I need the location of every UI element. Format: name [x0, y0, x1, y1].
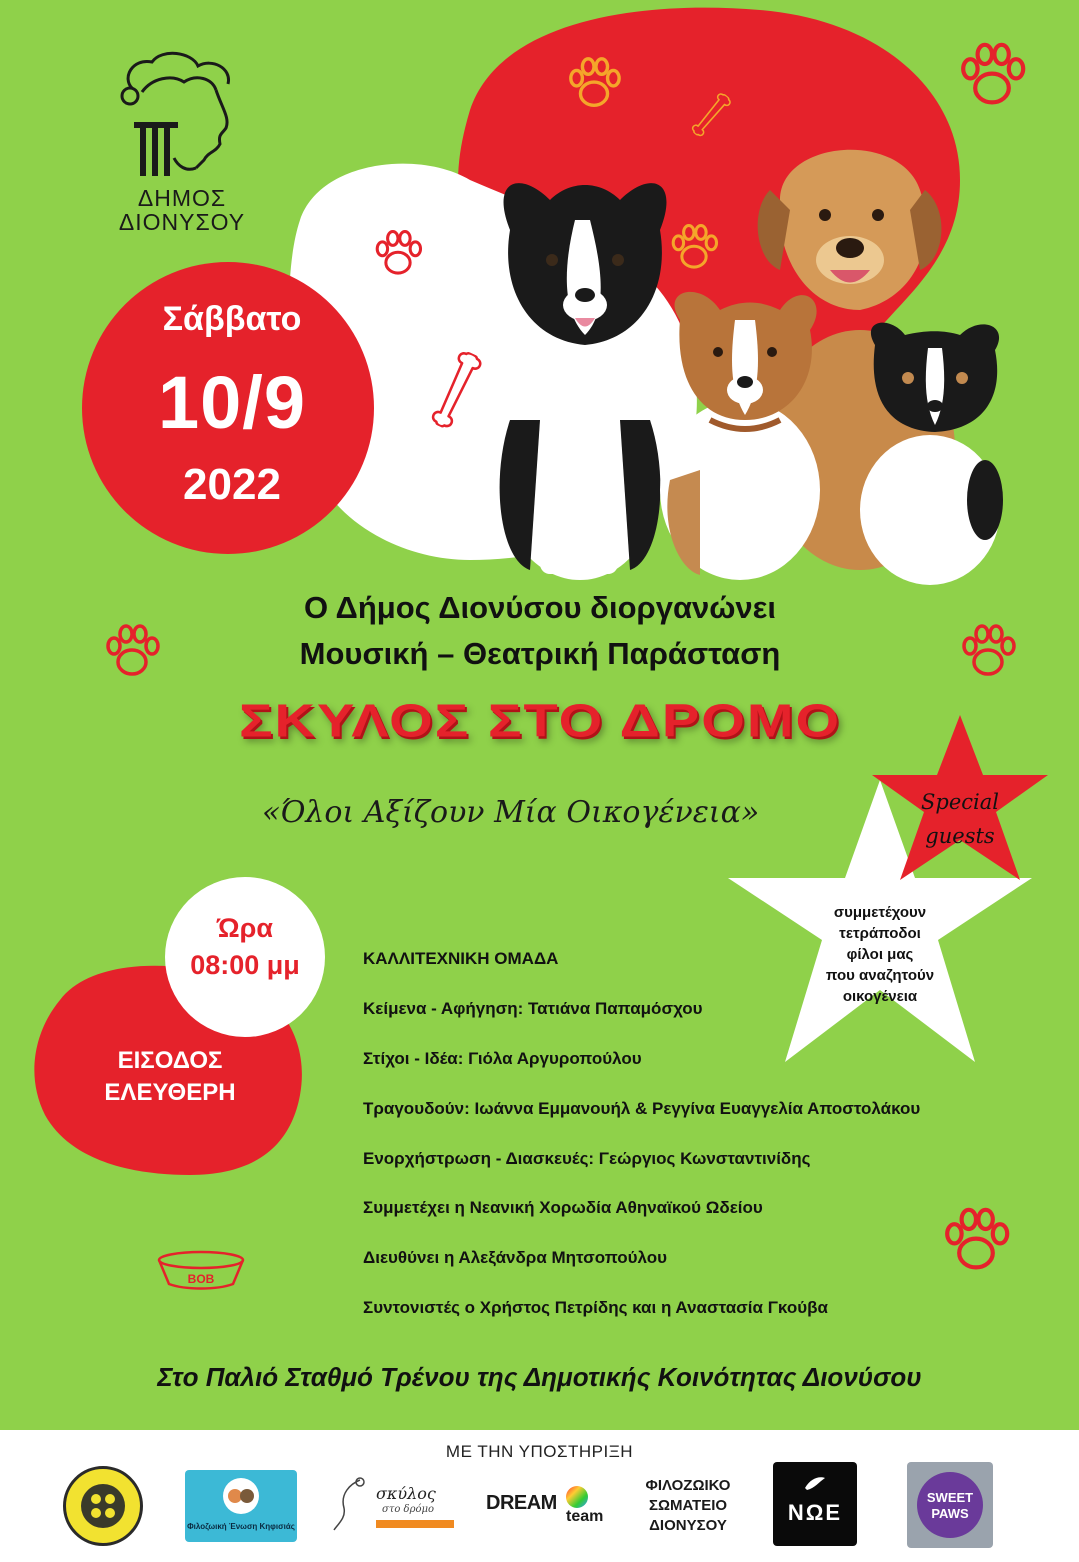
venue-text: Στο Παλιό Σταθμό Τρένου της Δημοτικής Κοινότητας Διονύσου [157, 1362, 922, 1392]
sponsor-6-name: ΝΩΕ [787, 1500, 843, 1525]
sponsor-logo-3 [330, 1470, 460, 1542]
logo-text [112, 186, 252, 234]
paw-icon [940, 1205, 1012, 1277]
crew-line: Συμμετέχει η Νεανική Χορωδία Αθηναϊκού Ωδείου [363, 1198, 763, 1217]
event-slogan: «Όλοι Αξίζουν Μία Οικογένεια» [262, 795, 760, 830]
entry-line1: ΕΙΣΟΔΟΣ [117, 1047, 223, 1074]
star-note-line: τετράποδοι [839, 925, 921, 942]
star-note-line: που αναζητούν [825, 967, 935, 984]
crew-line: Ενορχήστρωση - Διασκευές: Γεώργιος Κωνσταντινίδης [363, 1149, 811, 1168]
paw-icon [565, 55, 623, 113]
sponsor-3-bar [376, 1520, 454, 1528]
crew-line: Διευθύνει η Αλεξάνδρα Μητσοπούλου [363, 1248, 668, 1267]
crew-line: Στίχοι - Ιδέα: Γιόλα Αργυροπούλου [363, 1049, 642, 1068]
sponsor-2-name: Φιλοζωική Ένωση Κηφισιάς [187, 1522, 295, 1531]
border-collie-dog [500, 183, 667, 580]
star-note-line: οικογένεια [842, 988, 918, 1005]
crew-line: Τραγουδούν: Ιωάννα Εμμανουήλ & Ρεγγίνα Ευαγγελία Αποστολάκου [363, 1099, 921, 1118]
logo-line1: ΔΗΜΟΣ [137, 185, 227, 211]
special-guests-label [905, 785, 1015, 853]
rainbow-dot-icon [566, 1486, 588, 1508]
dog-cat-icon [221, 1476, 261, 1516]
sponsor-5-line: ΔΙΟΝΥΣΟΥ [649, 1517, 727, 1534]
sponsor-logo-7 [907, 1462, 993, 1548]
paw-icon [958, 622, 1018, 682]
sponsor-logo-5 [632, 1476, 744, 1536]
sponsor-logo-2 [185, 1470, 297, 1542]
date-year: 2022 [183, 460, 281, 509]
star-note-line: φίλοι μας [846, 946, 914, 963]
bowl-label: BOB [187, 1272, 215, 1286]
sponsor-3-line1: σκύλος [376, 1484, 436, 1503]
jack-russell-dog [660, 292, 820, 580]
event-title: ΣΚΥΛΟΣ ΣΤΟ ΔΡΟΜΟ [238, 694, 842, 747]
star-note-line: συμμετέχουν [833, 904, 927, 921]
logo-line2: ΔΙΟΝΥΣΟΥ [118, 209, 246, 235]
sponsor-7-line1: SWEET [926, 1490, 974, 1505]
crew-line: Κείμενα - Αφήγηση: Τατιάνα Παπαμόσχου [363, 999, 703, 1018]
sponsor-7-line2: PAWS [931, 1506, 969, 1521]
special-line2: guests [925, 824, 995, 848]
dog-sketch-icon [330, 1474, 370, 1534]
entry-label [60, 1045, 280, 1109]
sponsor-4-dream: DREAM [486, 1492, 557, 1514]
date-day: Σάββατο [162, 300, 302, 338]
sponsor-7-badge [917, 1472, 983, 1538]
special-line1: Special [921, 790, 999, 814]
paw-icon [372, 228, 424, 280]
dionysus-logo-icon [112, 48, 252, 188]
paw-icon [102, 622, 162, 682]
dogs-illustration [480, 120, 1020, 590]
headline-line2: Μουσική – Θεατρική Παράσταση [299, 636, 781, 671]
sponsor-5-line: ΦΙΛΟΖΩΙΚΟ [645, 1477, 731, 1494]
time-label: Ώρα [217, 913, 273, 943]
sponsor-4-team: team [566, 1508, 604, 1525]
headline-line1: Ο Δήμος Διονύσου διοργανώνει [303, 590, 776, 625]
date-number: 10/9 [157, 361, 307, 444]
paw-icon [956, 40, 1028, 112]
entry-line2: ΕΛΕΥΘΕΡΗ [104, 1079, 236, 1106]
paw-cluster-icon [66, 1469, 140, 1543]
sponsor-logo-6 [773, 1462, 857, 1546]
sponsor-logo-1 [63, 1466, 143, 1546]
time-value: 08:00 μμ [190, 950, 300, 980]
sponsor-5-line: ΣΩΜΑΤΕΙΟ [648, 1497, 728, 1514]
star-note [800, 902, 960, 1007]
crew-line: Συντονιστές ο Χρήστος Πετρίδης και η Αναστασία Γκούβα [363, 1298, 828, 1317]
dove-icon [803, 1472, 827, 1496]
crew-heading: ΚΑΛΛΙΤΕΧΝΙΚΗ ΟΜΑΔΑ [363, 949, 559, 968]
sponsor-3-line2: στο δρόμο [382, 1504, 434, 1515]
sponsors-label: ΜΕ ΤΗΝ ΥΠΟΣΤΗΡΙΞΗ [445, 1442, 634, 1461]
sponsor-logo-4 [486, 1486, 610, 1542]
